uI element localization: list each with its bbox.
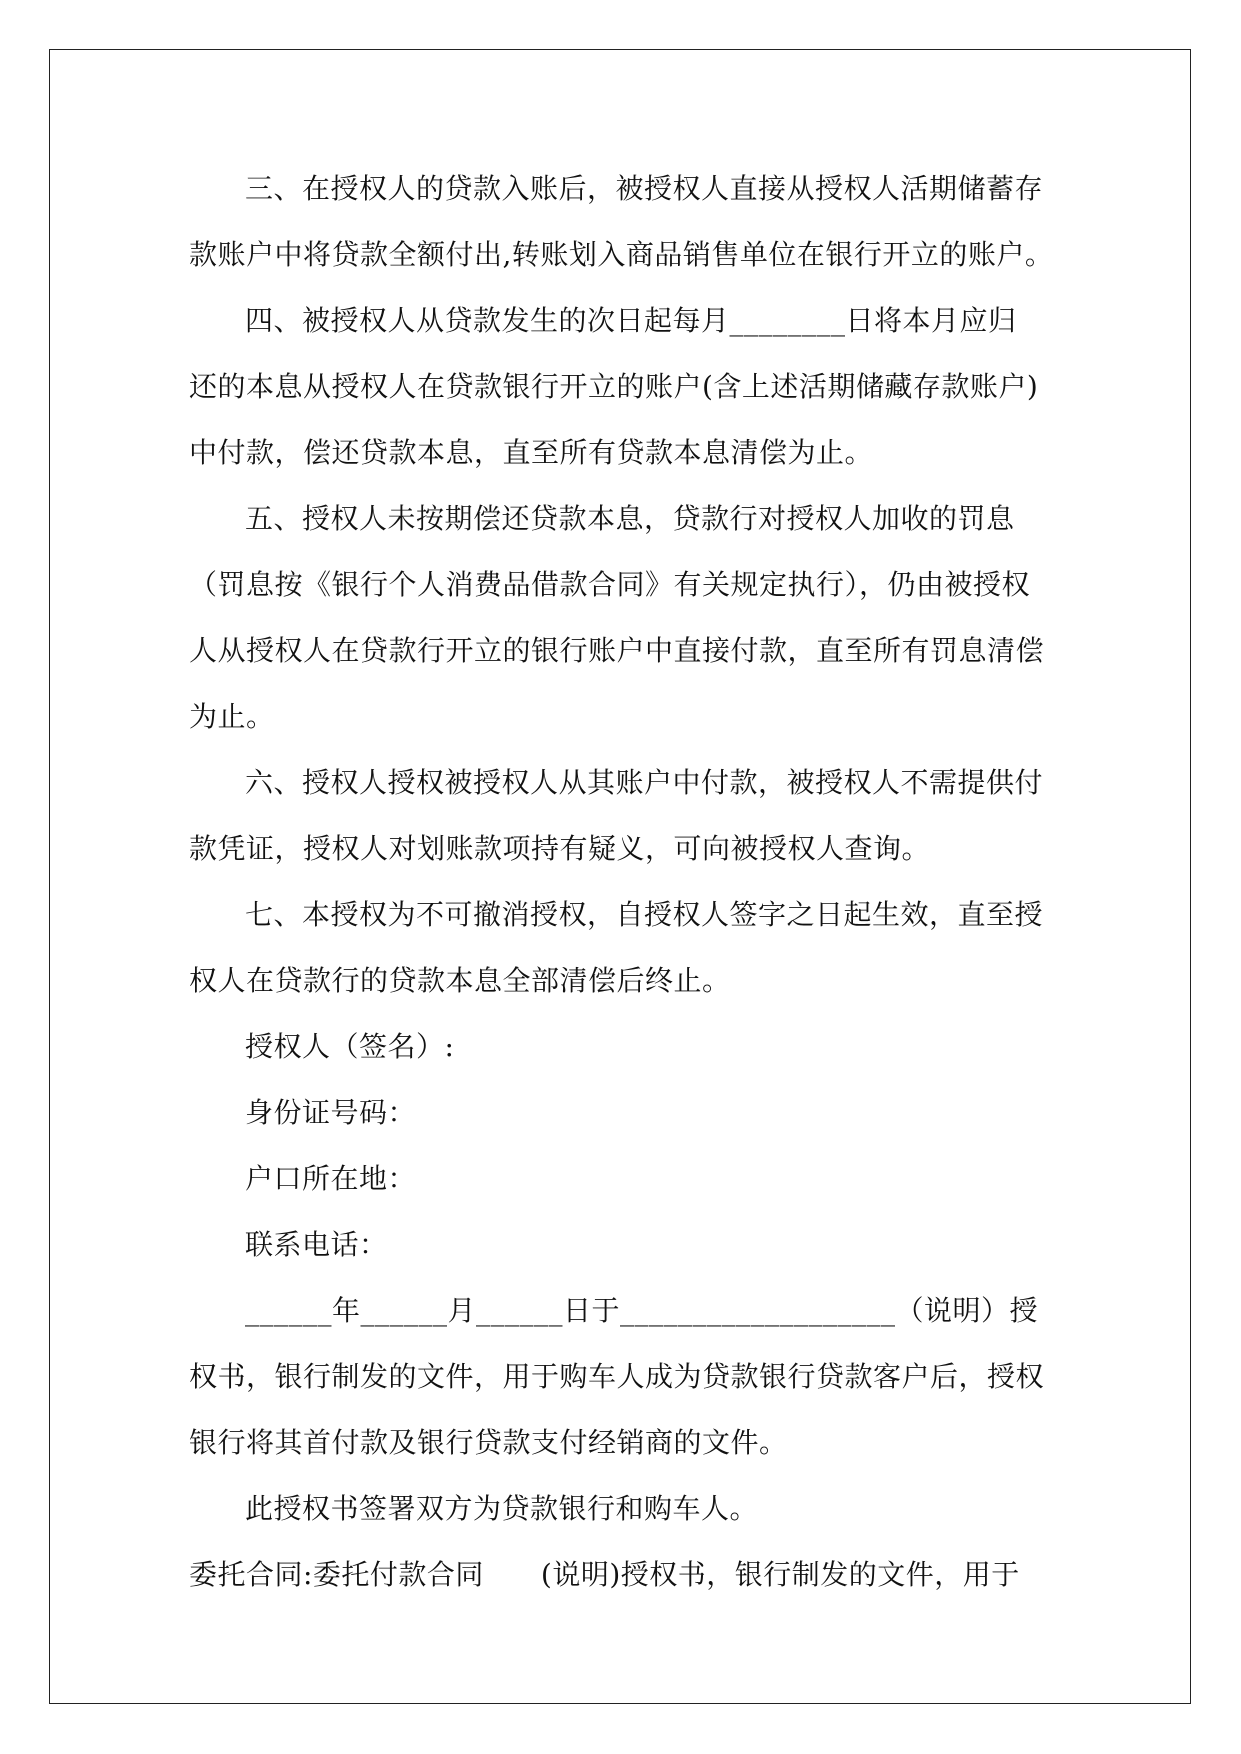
text-line: 四、被授权人从贷款发生的次日起每月________日将本月应归	[245, 304, 1017, 337]
text-line: 此授权书签署双方为贷款银行和购车人。	[245, 1492, 759, 1525]
document-body	[189, 156, 1061, 1608]
text-line: （罚息按《银行个人消费品借款合同》有关规定执行），仍由被授权	[189, 568, 1031, 601]
residence-label: 户口所在地：	[245, 1162, 417, 1195]
text-line: 权人在贷款行的贷款本息全部清偿后终止。	[189, 964, 731, 997]
text-line: 委托合同:委托付款合同 (说明)授权书，银行制发的文件，用于	[189, 1558, 1020, 1591]
text-line: 三、在授权人的贷款入账后，被授权人直接从授权人活期储蓄存	[245, 172, 1044, 205]
date-line: ______年______月______日于___________________（说明）授	[245, 1294, 1039, 1327]
text-line: 六、授权人授权被授权人从其账户中付款，被授权人不需提供付	[245, 766, 1044, 799]
text-line: 款凭证，授权人对划账款项持有疑义，可向被授权人查询。	[189, 832, 931, 865]
text-line: 银行将其首付款及银行贷款支付经销商的文件。	[189, 1426, 788, 1459]
text-line: 款账户中将贷款全额付出,转账划入商品销售单位在银行开立的账户。	[189, 238, 1054, 271]
text-line: 人从授权人在贷款行开立的银行账户中直接付款，直至所有罚息清偿	[189, 634, 1045, 667]
phone-label: 联系电话：	[245, 1228, 388, 1261]
id-number-label: 身份证号码：	[245, 1096, 417, 1129]
text-line: 七、本授权为不可撤消授权，自授权人签字之日起生效，直至授	[245, 898, 1044, 931]
text-line: 为止。	[189, 700, 275, 733]
signature-label: 授权人（签名）:	[245, 1030, 455, 1063]
text-line: 中付款，偿还贷款本息，直至所有贷款本息清偿为止。	[189, 436, 874, 469]
text-line: 五、授权人未按期偿还贷款本息，贷款行对授权人加收的罚息	[245, 502, 1015, 535]
text-line: 权书，银行制发的文件，用于购车人成为贷款银行贷款客户后，授权	[189, 1360, 1045, 1393]
text-line: 还的本息从授权人在贷款银行开立的账户(含上述活期储藏存款账户)	[189, 370, 1039, 403]
